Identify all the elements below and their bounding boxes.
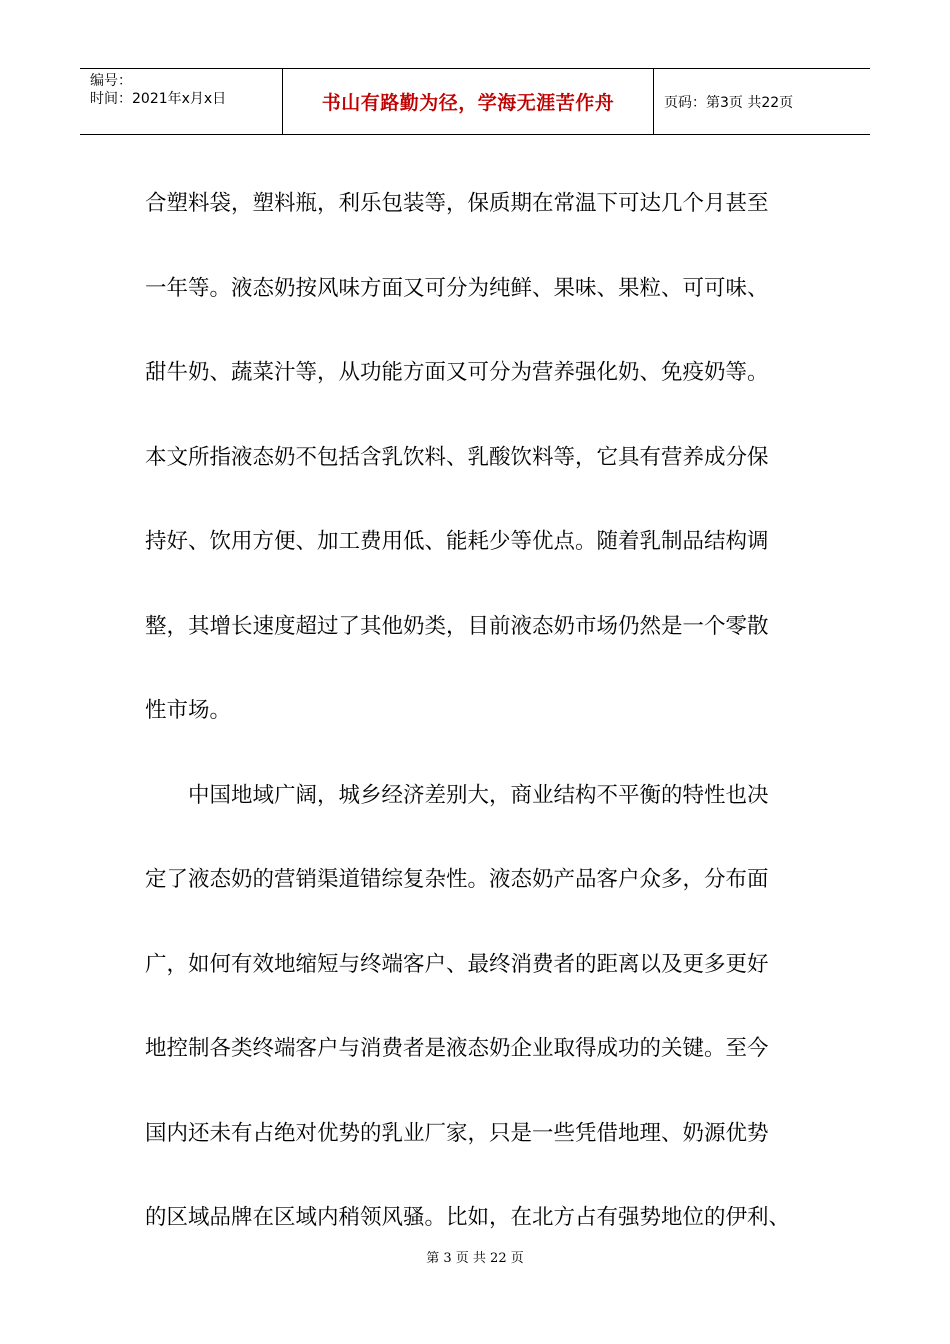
- body-line: 国内还未有占绝对优势的乳业厂家，只是一些凭借地理、奶源优势: [145, 1120, 769, 1146]
- body-line: 地控制各类终端客户与消费者是液态奶企业取得成功的关键。至今: [145, 1036, 769, 1061]
- body-line: 整，其增长速度超过了其他奶类，目前液态奶市场仍然是一个零散: [145, 613, 769, 639]
- body-line: 甜牛奶、蔬菜汁等，从功能方面又可分为营养强化奶、免疫奶等。: [145, 360, 769, 385]
- header-page-cell: [654, 69, 870, 134]
- body-line: 定了液态奶的营销渠道错综复杂性。液态奶产品客户众多，分布面: [145, 867, 769, 892]
- body-line: 中国地域广阔，城乡经济差别大，商业结构不平衡的特性也决: [145, 782, 769, 808]
- document-body: [145, 162, 805, 1261]
- body-line: 本文所指液态奶不包括含乳饮料、乳酸饮料等，它具有营养成分保: [145, 444, 769, 470]
- body-line: 广，如何有效地缩短与终端客户、最终消费者的距离以及更多更好: [145, 951, 769, 977]
- header-motto: 书山有路勤为径，学海无涯苦作舟: [321, 92, 615, 114]
- header-page-info: 页码：第3页 共22页: [664, 94, 794, 111]
- body-line: 的区域品牌在区域内稍领风骚。比如，在北方占有强势地位的伊利、: [145, 1205, 791, 1230]
- time-label: 时间：2021年x月x日: [90, 91, 227, 107]
- serial-number-label: 编号：: [90, 73, 132, 89]
- page-footer: 第 3 页 共 22 页: [426, 1251, 524, 1266]
- document-header: [80, 68, 870, 135]
- body-line: 合塑料袋，塑料瓶，利乐包装等，保质期在常温下可达几个月甚至: [145, 191, 769, 216]
- body-line: 持好、饮用方便、加工费用低、能耗少等优点。随着乳制品结构调: [145, 529, 769, 554]
- body-line: 性市场。: [145, 698, 232, 723]
- header-meta-cell: [80, 69, 283, 134]
- header-motto-cell: [283, 69, 654, 134]
- body-line: 一年等。液态奶按风味方面又可分为纯鲜、果味、果粒、可可味、: [145, 275, 769, 301]
